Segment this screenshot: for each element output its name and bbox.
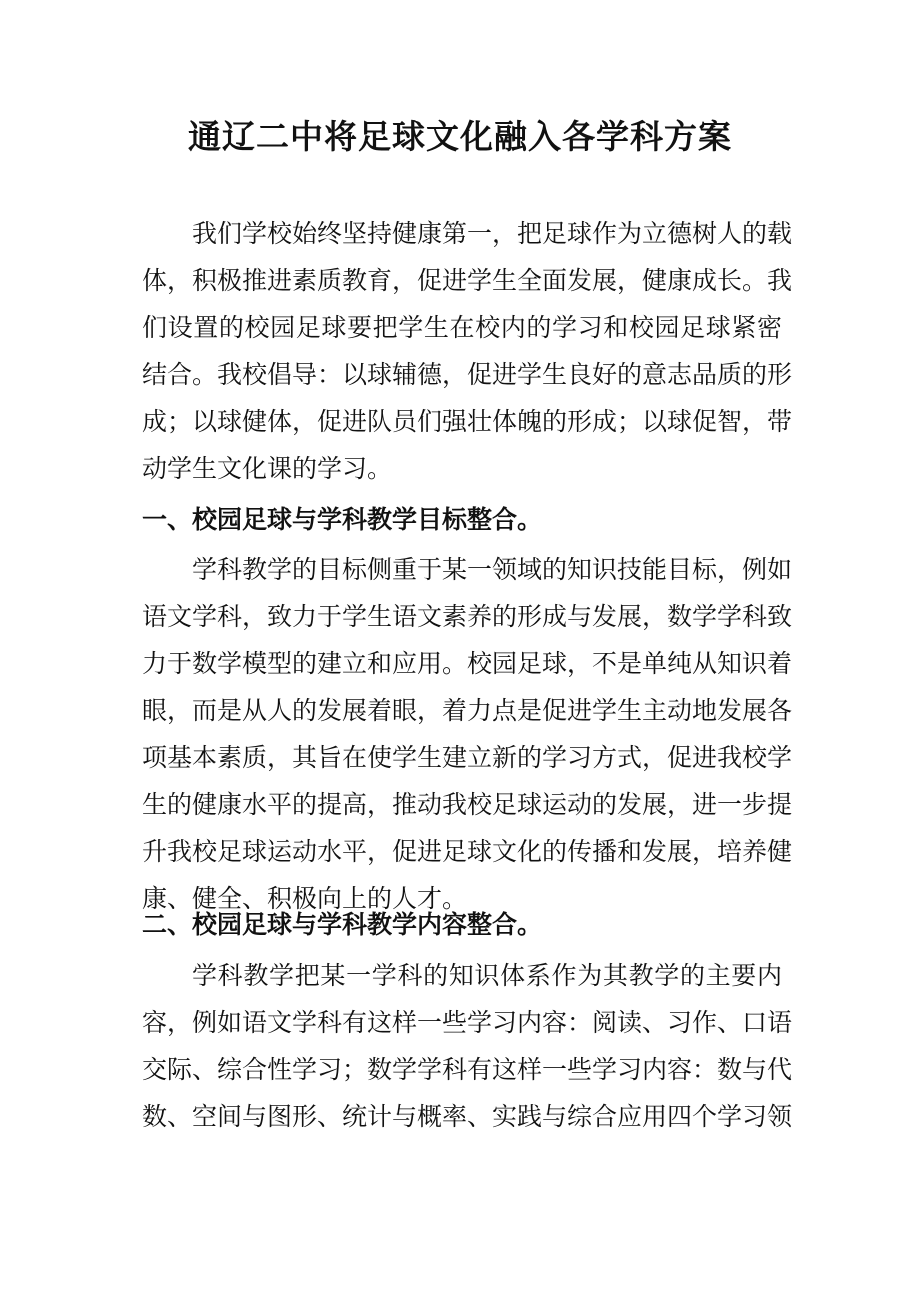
text-line: 学科教学把某一学科的知识体系作为其教学的主要内	[192, 961, 782, 990]
text-line: 升我校足球运动水平，促进足球文化的传播和发展，培养健	[142, 837, 793, 866]
section2-paragraph	[142, 952, 793, 1140]
text-line: 动学生文化课的学习。	[142, 454, 393, 483]
text-line: 结合。我校倡导：以球辅德，促进学生良好的意志品质的形	[142, 360, 793, 389]
text-line: 我们学校始终坚持健康第一，把足球作为立德树人的载	[192, 219, 793, 248]
document-title: 通辽二中将足球文化融入各学科方案	[188, 117, 732, 156]
text-line: 语文学科，致力于学生语文素养的形成与发展，数学学科致	[142, 602, 793, 631]
text-line: 数、空间与图形、统计与概率、实践与综合应用四个学习领	[142, 1102, 793, 1131]
text-line: 眼，而是从人的发展着眼，着力点是促进学生主动地发展各	[142, 696, 793, 725]
text-line: 生的健康水平的提高，推动我校足球运动的发展，进一步提	[142, 790, 793, 819]
text-line: 们设置的校园足球要把学生在校内的学习和校园足球紧密	[142, 313, 782, 342]
text-line: 交际、综合性学习；数学学科有这样一些学习内容：数与代	[142, 1055, 793, 1084]
text-line: 康、健全、积极向上的人才。	[142, 884, 468, 913]
section-heading-1: 一、校园足球与学科教学目标整合。	[142, 505, 543, 534]
section1-paragraph	[142, 546, 793, 922]
text-line: 项基本素质，其旨在使学生建立新的学习方式，促进我校学	[142, 743, 793, 772]
intro-paragraph	[142, 210, 793, 492]
text-line: 成；以球健体，促进队员们强壮体魄的形成；以球促智，带	[142, 407, 793, 436]
text-line: 力于数学模型的建立和应用。校园足球，不是单纯从知识着	[142, 649, 793, 678]
text-line: 容，例如语文学科有这样一些学习内容：阅读、习作、口语	[142, 1008, 793, 1037]
section-heading-2: 二、校园足球与学科教学内容整合。	[142, 910, 543, 939]
text-line: 体，积极推进素质教育，促进学生全面发展，健康成长。我	[142, 266, 793, 295]
text-line: 学科教学的目标侧重于某一领域的知识技能目标，例如	[192, 555, 793, 584]
